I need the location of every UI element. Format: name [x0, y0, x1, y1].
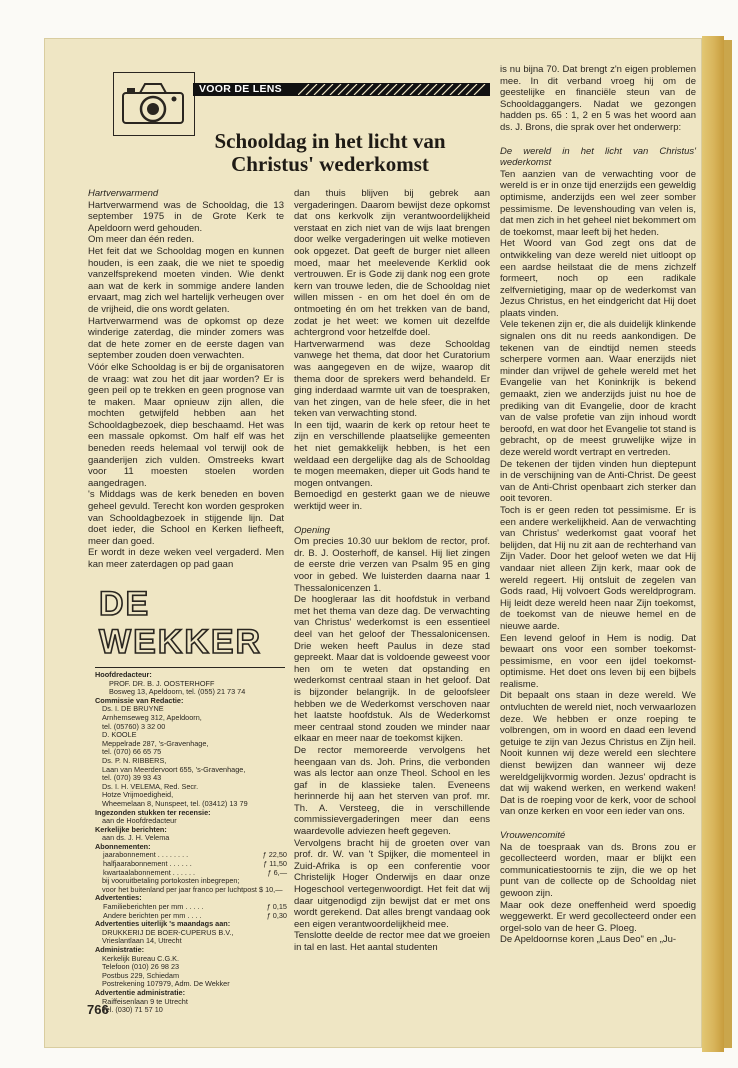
price-label: Andere berichten per mm . . . .: [103, 910, 202, 920]
colophon-line: Hotze Vrijmoedigheid,: [102, 790, 174, 800]
col2-heading: Opening: [294, 524, 330, 536]
colophon-line: tel. (070) 66 65 75: [102, 747, 162, 757]
col1-heading: Hartverwarmend: [88, 188, 159, 199]
paragraph: De tekenen der tijden vinden hun dieptepunt in de verschijning van de Anti-Christ. De geest van de Anti-Christ openbaart zich sterker dan ooit tevoren.: [500, 458, 696, 505]
paragraph: Tenslotte deelde de rector mee dat we groeien in tal en last. Het aantal studenten: [294, 930, 490, 953]
colophon-heading: Advertenties:: [95, 893, 142, 903]
price-value: ƒ 22,50: [262, 850, 287, 860]
colophon-line: Laan van Meerdervoort 655, 's-Gravenhage,: [102, 764, 246, 774]
paragraph: Een levend geloof in Hem is nodig. Dat bewaart ons voor een somber toekomst-pessimisme, en voor een ijdel toekomst-optimisme. Het doet ons leven bij een bijbels realisme.: [500, 632, 696, 690]
paragraph: Vervolgens bracht hij de groeten over van prof. dr. W. van 't Spijker, die momenteel in Zuid-Afrika is op een conferentie voor Christelijk Hoger Onderwijs en daar onze Hogeschool vertegenwoordigt. Het feit dat wij daar uitgenodigd zijn bewijst dat er met ons wordt gerekend. Dat alles brengt vandaag ook een eigen verantwoordelijkheid mee.: [294, 837, 490, 930]
paragraph: Ten aanzien van de verwachting voor de wereld is er in onze tijd enerzijds een geweldig optimisme, anderzijds een wel zeer somber pessimisme. De levenshouding van velen is, dat men zich in het geheel niet bekommert om de toekomst, maar leeft bij het heden.: [500, 168, 696, 238]
colophon-heading: Ingezonden stukken ter recensie:: [95, 807, 211, 817]
colophon-line: D. KOOLE: [102, 730, 137, 740]
paragraph: De hoogleraar las dit hoofdstuk in verband met het thema van deze dag. De verwachting van Christus' wederkomst is een essentieel deel van het geloof der Thessalonicensen. Drie weken heeft Paulus in deze stad gepreekt. Maar dat is voldoende geweest voor hen om te weten dat opstanding en wederkomst centraal staan in het geloof. Dat is bijzonder belangrijk. In de geloofsleer hebben we de Wederkomst verschoven naar het laatste hoofdstuk. Als de Wederkomst meer centraal stond zouden we minder naar elkaar en meer naar de toekomst kijken.: [294, 594, 490, 745]
colophon-line: bij vooruitbetaling portokosten inbegrepen;: [102, 876, 240, 886]
column-2: [294, 188, 490, 954]
colophon-line: Arnhemseweg 312, Apeldoorn,: [102, 712, 202, 722]
colophon-line: tel. (05760) 3 32 00: [102, 721, 166, 731]
price-value: ƒ 0,15: [266, 902, 287, 912]
colophon-line: PROF. DR. B. J. OOSTERHOFF: [109, 678, 215, 688]
colophon-heading: Hoofdredacteur:: [95, 670, 152, 679]
paragraph: In een tijd, waarin de kerk op retour heet te zijn en verschillende plaatselijke gemeenten het niet gemakkelijk hebben, is het een weldaad een dergelijke dag als de Schooldag te mogen meemaken, dieper uit Gods hand te mogen ontvangen.: [294, 419, 490, 489]
colophon-line: Bosweg 13, Apeldoorn, tel. (055) 21 73 74: [109, 687, 246, 697]
colophon-line: Tel. (030) 71 57 10: [102, 1005, 163, 1015]
colophon-heading: Advertenties uiterlijk 's maandags aan:: [95, 919, 231, 929]
paragraph: Hartverwarmend was de Schooldag, die 13 september 1975 in de Grote Kerk te Apeldoorn werd gehouden.: [88, 199, 284, 234]
colophon-heading: Advertentie administratie:: [95, 987, 186, 997]
paragraph: Vóór elke Schooldag is er bij de organisatoren de vraag: wat zou het dit jaar worden? Er is geen peil op te trekken en geen prognose van te maken. Maar opnieuw zijn allen, die mochten getwijfeld hebben aan het Schooldagbezoek, diep beschaamd. Het was een massale opkomst. Om half elf was het beneden reeds helemaal vol terwijl ook de gaanderijen zich vulden. Omstreeks kwart voor 11 moesten stoelen worden aangedragen.: [88, 361, 284, 489]
col3-heading-2: Vrouwencomité: [500, 830, 566, 841]
paragraph: Het Woord van God zegt ons dat de ontwikkeling van deze wereld niet uitloopt op een aardse heilstaat die de mens zichzelf formeert, noch op een radikale zelfvernietiging, maar op de wederkomst van Jezus Christus, en het eindgericht dat Hij doet plaats vinden.: [500, 238, 696, 319]
price-label: kwartaalabonnement . . . . . .: [103, 867, 196, 877]
paragraph: Maar ook deze oneffenheid werd spoedig weggewerkt. Er werd gecollecteerd onder een orgel-solo van de heer G. Ploeg.: [500, 899, 696, 934]
colophon-line: Ds. I. DE BRUYNE: [102, 704, 164, 714]
price-label: Familieberichten per mm . . . . .: [103, 902, 204, 912]
colophon-heading: Abonnementen:: [95, 841, 151, 851]
headline: Schooldag in het licht van Christus' wederkomst: [214, 129, 446, 176]
colophon-heading: Kerkelijke berichten:: [95, 824, 167, 834]
paragraph: Om precies 10.30 uur beklom de rector, prof. dr. B. J. Oosterhoff, de kansel. Hij liet zingen de eerste drie verzen van Psalm 95 en ging voor in gebed. We luisterden daarna naar 1 Thessalonicenzen 1.: [294, 536, 490, 594]
paragraph: Toch is er geen reden tot pessimisme. Er is een andere werkelijkheid. Aan de verwachting van Christus' wederkomst gaat vooraf het belijden, dat Hij nu zit aan de rechterhand van Zijn Vader. Door het geloof weten we dat Hij vandaar niet alleen Zijn kerk, maar ook de wereld regeert. Hij ontsluit de zegelen van Gods raad, Hij volvoert Gods wereldprogram. Hij leidt deze wereld heen naar Zijn toekomst, de toekomst van de nieuwe hemel en de nieuwe aarde.: [500, 504, 696, 632]
decorative-stripes: [298, 84, 488, 95]
price-value: ƒ 0,30: [266, 910, 287, 920]
paragraph: De Apeldoornse koren „Laus Deo" en „Ju-: [500, 934, 677, 946]
colophon-line: Meppelrade 287, 's-Gravenhage,: [102, 738, 209, 748]
colophon-line: tel. (070) 39 93 43: [102, 773, 162, 783]
paragraph: Bemoedigd en gesterkt gaan we de nieuwe werktijd weer in.: [294, 489, 490, 513]
colophon-heading: Administratie:: [95, 945, 145, 954]
colophon-line: Raiffeisenlaan 9 te Utrecht: [102, 996, 188, 1006]
price-label: jaarabonnement . . . . . . . .: [103, 850, 189, 860]
colophon-line: Telefoon (010) 26 98 23: [102, 962, 180, 972]
wekker-logo: DE WEKKER: [99, 585, 263, 661]
divider: [95, 667, 285, 668]
paragraph: 's Middags was de kerk beneden en boven geheel gevuld. Terecht kon worden gesproken van Schooldagbezoek in stijgende lijn. Dat doet ieder, die School en Kerken liefheeft, meer dan goed.: [88, 489, 284, 547]
price-value: ƒ 6,—: [267, 867, 287, 877]
colophon-line: aan ds. J. H. Velema: [102, 833, 170, 843]
price-label: halfjaarabonnement . . . . . .: [103, 859, 192, 869]
colophon-line: Kerkelijk Bureau C.G.K.: [102, 953, 180, 963]
paragraph: De rector memoreerde vervolgens het heengaan van ds. Joh. Prins, die verbonden was als lector aan onze Theol. School en les gaf in de klassieke talen. Eveneens herinnerde hij aan het sterven van prof. mr. Th. A. Versteeg, die in verschillende commissievergaderingen meer dan eens waardevolle adviezen heeft gegeven.: [294, 744, 490, 838]
paragraph: Het feit dat we Schooldag mogen en kunnen houden, is een zaak, die we niet te spoedig vanzelfsprekend moeten vinden. Wie denkt aan wat de kerk in sommige andere landen ervaart, mag zich wel hartelijk verheugen over de vrijheid, die ons wordt gelaten.: [88, 245, 284, 315]
page-number: 766: [87, 1002, 109, 1017]
paragraph: Hartverwarmend was deze Schooldag vanwege het thema, dat door het Curatorium was aangegeven en de wijze, waarop dit thema door de sprekers werd behandeld. Er ging inderdaad warmte uit van de toespraken, van het zingen, van de hele sfeer, die in het teken van verwachting stond.: [294, 338, 490, 420]
colophon-line: Wheemelaan 8, Nunspeet, tel. (03412) 13 79: [102, 798, 248, 808]
section-label: VOOR DE LENS: [199, 83, 282, 95]
paragraph: Na de toespraak van ds. Brons zou er gecollecteerd worden, maar er blijkt een communicatiestoornis te zijn, die we op het punt van de collecte op de Schooldag niet gewoon zijn.: [500, 841, 696, 899]
colophon-heading: Commissie van Redactie:: [95, 695, 184, 705]
colophon-body: [95, 671, 287, 1015]
col3-heading: De wereld in het licht van Christus' wederkomst: [500, 145, 696, 169]
column-3: [500, 64, 696, 946]
paragraph: Om meer dan één reden.: [88, 234, 195, 246]
colophon-line: Postrekening 107979, Adm. De Wekker: [102, 979, 230, 989]
paragraph: is nu bijna 70. Dat brengt z'n eigen problemen mee. In dit verband vroeg hij om de geestelijke en financiële steun van de Schooldaggangers. Nadat we gezongen hadden ps. 65 : 1, 2 en 5 was het woord aan ds. J. Brons, die sprak over het onderwerp:: [500, 64, 696, 133]
binding-spine: [702, 36, 724, 1052]
colophon-line: voor het buitenland per jaar franco per luchtpost $ 10,—: [102, 884, 283, 894]
camera-icon: [120, 79, 186, 129]
paragraph: Dit bepaalt ons staan in deze wereld. We ontvluchten de wereld niet, noch verwaarlozen deze. We hebben er onze roeping te volbrengen, om in woord en daad een levend getuige te zijn van Jezus Christus en Zijn heil. Nooit kunnen wij deze wereld een slechtere dienst bewijzen dan wanneer wij deze wereldgelijkvormig worden. Jezus' opdracht is dat wij wakend werken, en werkend waken! Dat is de roeping voor de kerk, voor de school van onze kerken en voor een ieder van ons.: [500, 690, 696, 818]
price-value: ƒ 11,50: [263, 859, 287, 869]
colophon-line: aan de Hoofdredacteur: [102, 816, 177, 826]
colophon-line: DRUKKERIJ DE BOER-CUPERUS B.V.,: [102, 927, 234, 937]
paragraph: Hartverwarmend was de opkomst op deze winderige zaterdag, die minder zomers was dat de hete zomer en de eerste dagen van september zouden doen verwachten.: [88, 315, 284, 362]
column-1: [88, 188, 284, 571]
paragraph: Vele tekenen zijn er, die als duidelijk klinkende signalen ons dit nu reeds aankondigen. De tekenen van de eindtijd nemen steeds scherpere vormen aan. Waar enerzijds niet minder dan vrijwel de gehele wereld met het Evangelie van het Koninkrijk is bekend gemaakt, zien we anderzijds juist nu hoe de prediking van dit Evangelie, door de kracht van de valse profetie van zijn inhoud wordt beroofd, en wat door het Evangelie tot stand is gebracht, op de meest gruwelijke wijze in deze wereld wordt vertrapt en vertreden.: [500, 319, 696, 458]
camera-logo-box: [113, 72, 195, 136]
paragraph: dan thuis blijven bij gebrek aan vergaderingen. Daarom bewijst deze opkomst dat ons kerkvolk zijn verantwoordelijkheid verstaat en zich niet van de wijs laat brengen door welke vergaderingen uit welke motieven ook opgezet. Dat geeft de burger niet alleen moed, maar het meelevende Kerklid ook vertrouwen. Er is Gode zij dank nog een grote kern van trouwe leden, die de Schooldag niet willen missen - en om het doel én om de ontmoeting én om het trekken van de band, zodat je het weet: we komen uit dezelfde achtergrond voor hetzelfde doel.: [294, 188, 490, 339]
paragraph: Er wordt in deze weken veel vergaderd. Men kan meer zaterdagen op pad gaan: [88, 547, 284, 570]
colophon-line: Vrieslantlaan 14, Utrecht: [102, 936, 182, 946]
colophon-line: Ds. I. H. VELEMA, Red. Secr.: [102, 781, 199, 791]
colophon-line: Postbus 229, Schiedam: [102, 970, 180, 980]
colophon-line: Ds. P. N. RIBBERS,: [102, 755, 167, 765]
binding-edge: [724, 40, 732, 1048]
